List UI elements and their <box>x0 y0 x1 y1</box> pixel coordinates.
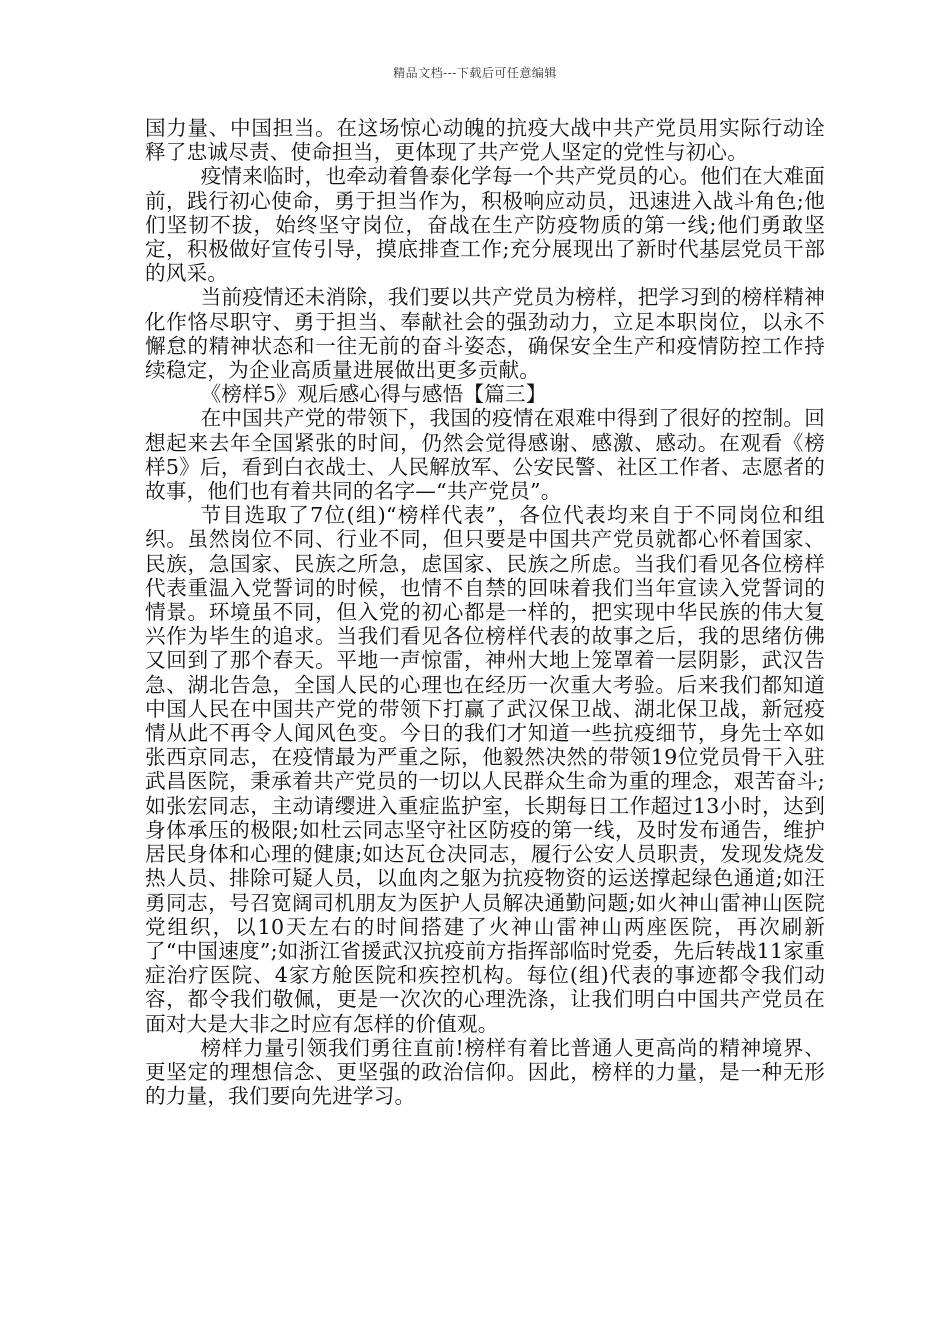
section-heading: 《榜样5》观后感心得与感悟【篇三】 <box>200 382 547 407</box>
document-body <box>145 116 825 1108</box>
paragraph-continuation: 国力量、中国担当。在这场惊心动魄的抗疫大战中共产党员用实际行动诠释了忠诚尽责、使命担当，更体现了共产党人坚定的党性与初心。 <box>145 116 825 165</box>
paragraph: 节目选取了7位(组)“榜样代表”，各位代表均来自于不同岗位和组织。虽然岗位不同、行业不同，但只要是中国共产党员就都心怀着国家、民族，急国家、民族之所急，虑国家、民族之所虑。当我们看见各位榜样代表重温入党誓词的时候，也情不自禁的回味着我们当年宣读入党誓词的情景。环境虽不同，但入党的初心都是一样的，把实现中华民族的伟大复兴作为毕生的追求。当我们看见各位榜样代表的故事之后，我的思绪仿佛又回到了那个春天。平地一声惊雷，神州大地上笼罩着一层阴影，武汉告急、湖北告急，全国人民的心理也在经历一次重大考验。后来我们都知道中国人民在中国共产党的带领下打赢了武汉保卫战、湖北保卫战，新冠疫情从此不再令人闻风色变。今日的我们才知道一些抗疫细节，身先士卒如张西京同志，在疫情最为严重之际，他毅然决然的带领19位党员骨干入驻武昌医院，秉承着共产党员的一切以人民群众生命为重的理念，艰苦奋斗;如张宏同志，主动请缨进入重症监护室，长期每日工作超过13小时，达到身体承压的极限;如杜云同志坚守社区防疫的第一线，及时发布通告，维护居民身体和心理的健康;如达瓦仓决同志，履行公安人员职责，发现发烧发热人员、排除可疑人员，以血肉之躯为抗疫物资的运送撑起绿色通道;如汪勇同志，号召宽阔司机朋友为医护人员解决通勤问题;如火神山雷神山医院党组织，以10天左右的时间搭建了火神山雷神山两座医院，再次刷新了“中国速度”;如浙江省援武汉抗疫前方指挥部临时党委，先后转战11家重症治疗医院、4家方舱医院和疾控机构。每位(组)代表的事迹都令我们动容，都令我们敬佩，更是一次次的心理洗涤，让我们明白中国共产党员在面对大是大非之时应有怎样的价值观。 <box>145 503 825 1036</box>
page-header: 精品文档---下载后可任意编辑 <box>393 66 557 80</box>
paragraph: 在中国共产党的带领下，我国的疫情在艰难中得到了很好的控制。回想起来去年全国紧张的时间，仍然会觉得感谢、感激、感动。在观看《榜样5》后，看到白衣战士、人民解放军、公安民警、社区工作者、志愿者的故事，他们也有着共同的名字—“共产党员”。 <box>145 406 825 504</box>
paragraph: 榜样力量引领我们勇往直前!榜样有着比普通人更高尚的精神境界、更坚定的理想信念、更坚强的政治信仰。因此，榜样的力量，是一种无形的力量，我们要向先进学习。 <box>145 1035 825 1109</box>
paragraph: 疫情来临时，也牵动着鲁泰化学每一个共产党员的心。他们在大难面前，践行初心使命，勇于担当作为，积极响应动员，迅速进入战斗角色;他们坚韧不拔，始终坚守岗位，奋战在生产防疫物质的第一线;他们勇敢坚定，积极做好宣传引导，摸底排查工作;充分展现出了新时代基层党员干部的风采。 <box>145 164 825 286</box>
paragraph: 当前疫情还未消除，我们要以共产党员为榜样，把学习到的榜样精神化作恪尽职守、勇于担当、奉献社会的强劲动力，立足本职岗位，以永不懈怠的精神状态和一往无前的奋斗姿态，确保安全生产和疫情防控工作持续稳定，为企业高质量进展做出更多贡献。 <box>145 285 825 383</box>
